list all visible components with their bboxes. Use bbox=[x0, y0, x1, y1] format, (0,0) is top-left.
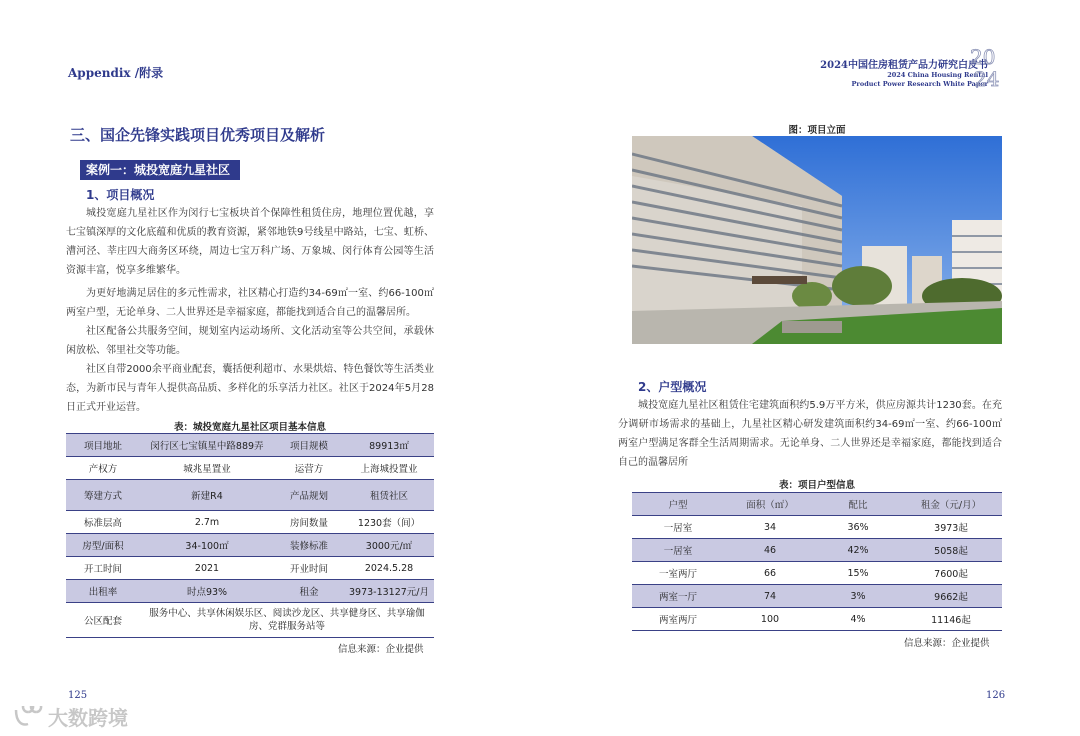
table-cell: 两室一厅 bbox=[632, 585, 724, 608]
report-header bbox=[820, 56, 988, 89]
table-cell: 公区配套 bbox=[66, 603, 140, 638]
table-row bbox=[66, 434, 434, 457]
page-number: 125 bbox=[68, 690, 88, 701]
table-header-cell: 户型 bbox=[632, 493, 724, 516]
table-cell: 36% bbox=[816, 516, 900, 539]
table-cell: 5058起 bbox=[900, 539, 1002, 562]
project-info-table bbox=[66, 433, 434, 638]
table-row bbox=[66, 580, 434, 603]
report-title-en-line2: Product Power Research White Paper bbox=[851, 80, 988, 88]
report-title-cn: 2024中国住房租赁产品力研究白皮书 bbox=[820, 60, 988, 71]
table-row bbox=[632, 562, 1002, 585]
table-cell: 服务中心、共享休闲娱乐区、阅读沙龙区、共享健身区、共享瑜伽房、党群服务站等 bbox=[140, 603, 434, 638]
table-row bbox=[66, 480, 434, 511]
table-cell: 46 bbox=[724, 539, 816, 562]
table-cell: 房间数量 bbox=[274, 511, 344, 534]
year-logo-mark bbox=[968, 44, 1008, 90]
table-cell: 2021 bbox=[140, 557, 274, 580]
table-header-cell: 租金（元/月） bbox=[900, 493, 1002, 516]
table-cell: 100 bbox=[724, 608, 816, 631]
table-cell: 时点93% bbox=[140, 580, 274, 603]
table-cell: 开工时间 bbox=[66, 557, 140, 580]
table-row bbox=[66, 534, 434, 557]
table-row bbox=[632, 608, 1002, 631]
unit-table-caption: 表：项目户型信息 bbox=[778, 480, 855, 491]
table-cell: 3000元/㎡ bbox=[344, 534, 434, 557]
overview-paragraph: 社区配备公共服务空间，规划室内运动场所、文化活动室等公共空间，承载休闲放松、邻里社交等功能。 bbox=[66, 326, 434, 356]
overview-paragraph: 为更好地满足居住的多元性需求，社区精心打造约34-69㎡一室、约66-100㎡两室户型，无论单身、二人世界还是幸福家庭，都能找到适合自己的温馨居所。 bbox=[66, 288, 434, 318]
table-row bbox=[66, 557, 434, 580]
table-cell: 一室两厅 bbox=[632, 562, 724, 585]
table-cell: 运营方 bbox=[274, 457, 344, 480]
table-cell: 筹建方式 bbox=[66, 480, 140, 511]
overview-paragraph: 城投宽庭九星社区作为闵行七宝板块首个保障性租赁住房，地理位置优越，享七宝镇深厚的文化底蕴和优质的教育资源，紧邻地铁9号线星中路站，七宝、虹桥、漕河泾、莘庄四大商务区环绕，周边七宝万科广场、万象城、闵行体育公园等生活资源丰富，悦享多维繁华。 bbox=[66, 208, 434, 276]
table-row bbox=[632, 585, 1002, 608]
table-cell: 34-100㎡ bbox=[140, 534, 274, 557]
table-cell: 3973起 bbox=[900, 516, 1002, 539]
table-cell: 开业时间 bbox=[274, 557, 344, 580]
table-cell: 34 bbox=[724, 516, 816, 539]
table-cell: 3% bbox=[816, 585, 900, 608]
svg-text:20: 20 bbox=[970, 45, 996, 69]
unit-type-table bbox=[632, 492, 1002, 631]
watermark bbox=[12, 702, 128, 731]
table-cell: 产品规划 bbox=[274, 480, 344, 511]
section-title: 三、国企先锋实践项目优秀项目及解析 bbox=[70, 126, 326, 144]
table-cell: 上海城投置业 bbox=[344, 457, 434, 480]
table-cell: 2.7m bbox=[140, 511, 274, 534]
report-title-en-line1: 2024 China Housing Rental bbox=[887, 71, 988, 79]
table-cell: 42% bbox=[816, 539, 900, 562]
page-number: 126 bbox=[986, 690, 1006, 701]
overview-paragraph: 社区自带2000余平商业配套，囊括便利超市、水果烘焙、特色餐饮等生活类业态，为新市民与青年人提供高品质、多样化的乐享活力社区。社区于2024年5月28日正式开业运营。 bbox=[66, 364, 434, 413]
watermark-text: 大数跨境 bbox=[48, 706, 128, 730]
table-cell: 项目地址 bbox=[66, 434, 140, 457]
table-row bbox=[66, 603, 434, 638]
source-note: 信息来源：企业提供 bbox=[904, 638, 990, 649]
table-cell: 89913㎡ bbox=[344, 434, 434, 457]
table-cell: 两室两厅 bbox=[632, 608, 724, 631]
table-cell: 闵行区七宝镇星中路889弄 bbox=[140, 434, 274, 457]
table-header-cell: 面积（㎡） bbox=[724, 493, 816, 516]
table-header-cell: 配比 bbox=[816, 493, 900, 516]
table-cell: 3973-13127元/月 bbox=[344, 580, 434, 603]
source-note: 信息来源：企业提供 bbox=[338, 644, 424, 655]
table-row bbox=[66, 511, 434, 534]
building-facade-photo bbox=[632, 136, 1002, 344]
table-cell: 租金 bbox=[274, 580, 344, 603]
table-cell: 出租率 bbox=[66, 580, 140, 603]
table-cell: 11146起 bbox=[900, 608, 1002, 631]
svg-text:24: 24 bbox=[974, 67, 1000, 90]
table-cell: 一居室 bbox=[632, 516, 724, 539]
table-cell: 1230套（间） bbox=[344, 511, 434, 534]
table-cell: 4% bbox=[816, 608, 900, 631]
table-cell: 15% bbox=[816, 562, 900, 585]
photo-caption: 图：项目立面 bbox=[788, 125, 846, 136]
case-banner: 案例一：城投宽庭九星社区 bbox=[80, 160, 240, 180]
table-cell: 7600起 bbox=[900, 562, 1002, 585]
table-cell: 标准层高 bbox=[66, 511, 140, 534]
overview-heading: 1、项目概况 bbox=[86, 188, 155, 202]
table-cell: 租赁社区 bbox=[344, 480, 434, 511]
table-cell: 新建R4 bbox=[140, 480, 274, 511]
table-cell: 城兆星置业 bbox=[140, 457, 274, 480]
table-cell: 产权方 bbox=[66, 457, 140, 480]
table-cell: 装修标准 bbox=[274, 534, 344, 557]
table-cell: 9662起 bbox=[900, 585, 1002, 608]
unit-type-paragraph: 城投宽庭九星社区租赁住宅建筑面积约5.9万平方米，供应房源共计1230套。在充分调研市场需求的基础上，九星社区精心研发建筑面积约34-69㎡一室、约66-100㎡两室户型满足客群全生活周期需求。无论单身、二人世界还是幸福家庭，都能找到适合自己的温馨居所 bbox=[618, 400, 1002, 468]
watermark-logo-icon bbox=[12, 706, 44, 728]
table-cell: 项目规模 bbox=[274, 434, 344, 457]
table-row bbox=[632, 516, 1002, 539]
table-row bbox=[66, 457, 434, 480]
table-cell: 一居室 bbox=[632, 539, 724, 562]
table-cell: 74 bbox=[724, 585, 816, 608]
project-table-caption: 表：城投宽庭九星社区项目基本信息 bbox=[173, 422, 326, 433]
table-cell: 房型/面积 bbox=[66, 534, 140, 557]
appendix-label: Appendix /附录 bbox=[68, 66, 164, 80]
unit-type-heading: 2、户型概况 bbox=[638, 380, 707, 394]
table-row bbox=[632, 539, 1002, 562]
table-cell: 66 bbox=[724, 562, 816, 585]
table-cell: 2024.5.28 bbox=[344, 557, 434, 580]
table-header-row bbox=[632, 493, 1002, 516]
